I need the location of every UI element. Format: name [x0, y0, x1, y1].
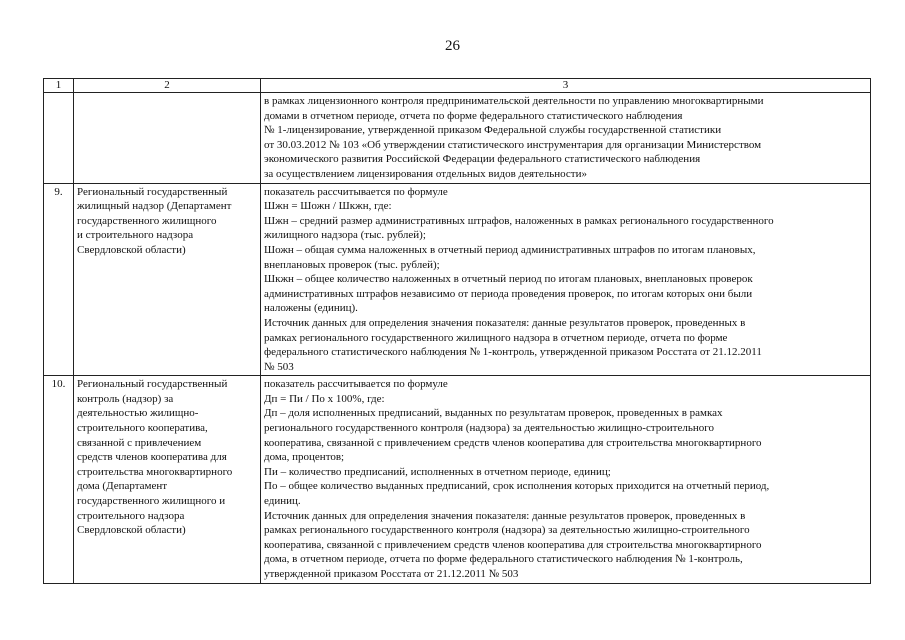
row-control-name: [74, 376, 261, 583]
description-line: Шожн – общая сумма наложенных в отчетный период административных штрафов по итогам плановых,: [264, 243, 756, 256]
description-line: единиц.: [264, 495, 301, 508]
description-line: от 30.03.2012 № 103 «Об утверждении статистического инструментария для организации Министерством: [264, 138, 762, 151]
row-description: [261, 93, 871, 184]
row-control-name: [74, 93, 261, 184]
control-name-line: Свердловской области): [77, 524, 186, 537]
description-line: домами в отчетном периоде, отчета по форме федерального статистического наблюдения: [264, 109, 683, 122]
table-row-10: [44, 376, 871, 583]
description-line: Источник данных для определения значения показателя: данные результатов проверок, проведенных в: [264, 316, 746, 329]
description-line: в рамках лицензионного контроля предпринимательской деятельности по управлению многоквартирными: [264, 95, 764, 107]
description-line: показатель рассчитывается по формуле: [264, 378, 448, 391]
control-name-line: контроль (надзор) за: [77, 392, 174, 405]
row-description: [261, 183, 871, 376]
column-header-1: 1: [44, 79, 74, 93]
description-line: внеплановых проверок (тыс. рублей);: [264, 258, 440, 271]
description-line: дома, процентов;: [264, 451, 345, 464]
control-name-line: государственного жилищного: [77, 214, 217, 227]
description-line: Пи – количество предписаний, исполненных в отчетном периоде, единиц;: [264, 465, 611, 478]
control-name-line: жилищный надзор (Департамент: [77, 200, 232, 213]
description-line: за осуществлением лицензирования отдельных видов деятельности»: [264, 167, 587, 180]
table-row-continuation: [44, 93, 871, 184]
description-line: кооператива, связанной с привлечением средств членов кооператива для строительства многоквартирного: [264, 538, 762, 551]
control-name-line: строительного кооператива,: [77, 422, 208, 435]
column-header-3: 3: [261, 79, 871, 93]
control-name-line: дома (Департамент: [77, 480, 168, 493]
page-number: 26: [445, 38, 460, 54]
control-name-line: средств членов кооператива для: [77, 451, 227, 464]
control-name-line: Свердловской области): [77, 243, 186, 256]
control-name-line: государственного жилищного и: [77, 495, 226, 508]
row-number: [44, 93, 74, 184]
control-name-line: связанной с привлечением: [77, 436, 202, 449]
description-line: федерального статистического наблюдения № 1-контроль, утвержденной приказом Росстата от 21.12.2011: [264, 346, 762, 359]
description-line: рамках регионального государственного контроля (надзора) за деятельностью жилищно-строительного: [264, 524, 750, 537]
description-line: рамках регионального государственного жилищного надзора в отчетном периоде, отчета по форме: [264, 331, 728, 344]
table-header-row: [44, 79, 871, 93]
formula-line: Шжн = Шожн / Шкжн, где:: [264, 200, 392, 213]
description-line: административных штрафов независимо от периода проведения проверок, по итогам которых они были: [264, 287, 753, 300]
description-line: дома, в отчетном периоде, отчета по форме федерального статистического наблюдения № 1-контроль,: [264, 553, 743, 566]
description-line: кооператива, связанной с привлечением средств членов кооператива для строительства многоквартирного: [264, 436, 762, 449]
row-number: 10.: [44, 376, 74, 583]
description-line: Шкжн – общее количество наложенных в отчетный период по итогам плановых, внеплановых проверок: [264, 273, 753, 286]
description-line: Источник данных для определения значения показателя: данные результатов проверок, проведенных в: [264, 509, 746, 522]
description-line: регионального государственного контроля (надзора) за деятельностью жилищно-строительного: [264, 422, 714, 435]
description-line: экономического развития Российской Федерации федерального статистического наблюдения: [264, 153, 701, 166]
description-line: Дп – доля исполненных предписаний, выданных по результатам проверок, проведенных в рамках: [264, 407, 723, 420]
control-name-line: Региональный государственный: [77, 378, 228, 391]
formula-line: Дп = Пи / По x 100%, где:: [264, 392, 385, 405]
row-control-name: [74, 183, 261, 376]
column-header-2: 2: [74, 79, 261, 93]
description-line: № 503: [264, 360, 294, 373]
description-line: показатель рассчитывается по формуле: [264, 185, 448, 198]
control-name-line: строительного надзора: [77, 509, 185, 522]
table-row-9: [44, 183, 871, 376]
description-line: жилищного надзора (тыс. рублей);: [264, 229, 426, 242]
description-line: По – общее количество выданных предписаний, срок исполнения которых приходится на отчетный период,: [264, 480, 770, 493]
row-number: 9.: [44, 183, 74, 376]
control-name-line: строительства многоквартирного: [77, 465, 233, 478]
control-name-line: и строительного надзора: [77, 229, 194, 242]
description-line: № 1-лицензирование, утвержденной приказом Федеральной службы государственной статистики: [264, 124, 722, 137]
description-line: утвержденной приказом Росстата от 21.12.2011 № 503: [264, 568, 519, 580]
control-name-line: деятельностью жилищно-: [77, 407, 199, 420]
description-line: Шжн – средний размер административных штрафов, наложенных в рамках регионального государственного: [264, 214, 774, 227]
row-description: [261, 376, 871, 583]
indicator-table: [43, 78, 871, 584]
control-name-line: Региональный государственный: [77, 185, 228, 198]
description-line: наложены (единиц).: [264, 302, 358, 315]
